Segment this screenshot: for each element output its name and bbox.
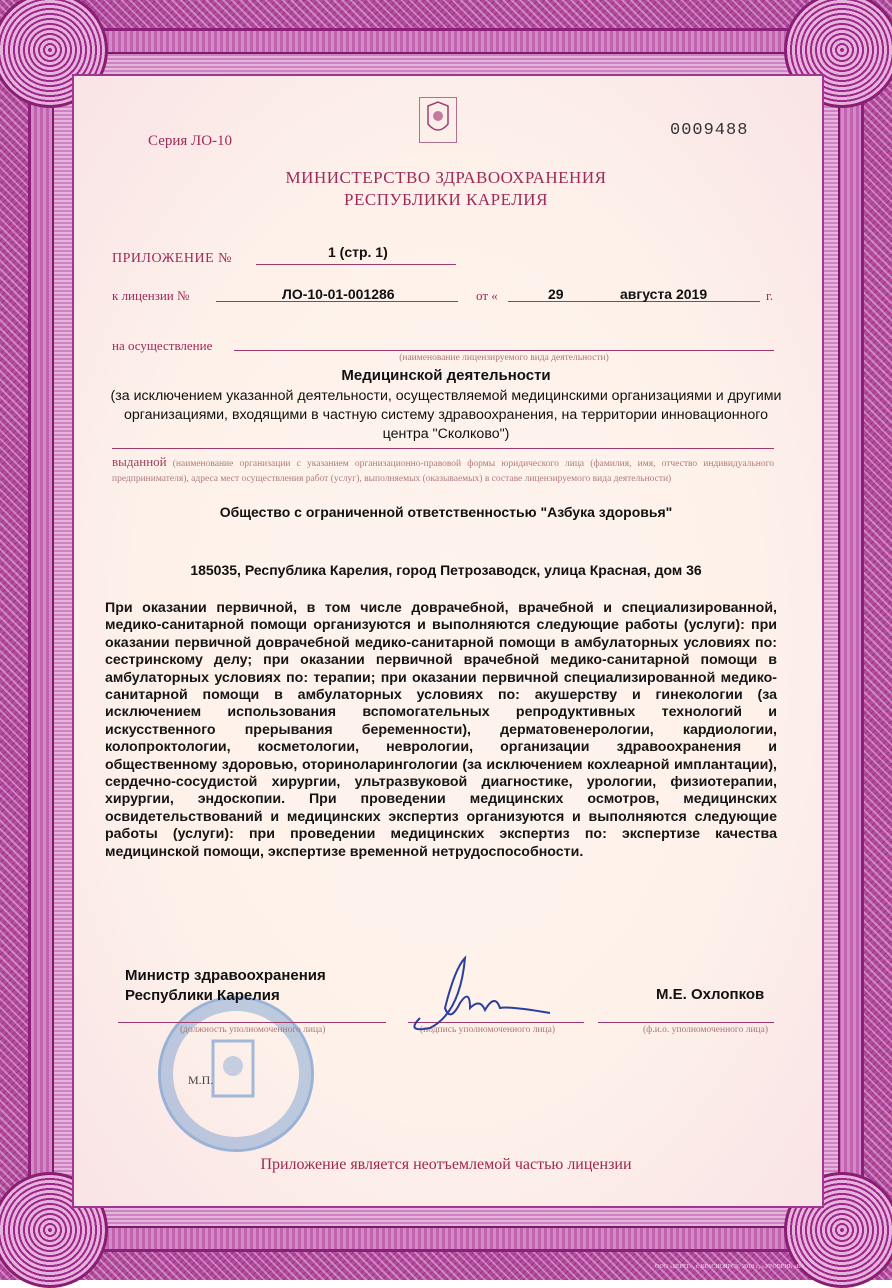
license-number: ЛО-10-01-001286 [282, 286, 395, 302]
caption-name: (ф.и.о. уполномоченного лица) [643, 1025, 769, 1035]
activity-label: на осуществление [112, 338, 213, 353]
caption-signature: (подпись уполномоченного лица) [420, 1025, 556, 1035]
activity-bottom-line [112, 448, 774, 449]
issued-block [112, 454, 774, 487]
license-label: к лицензии № [112, 288, 190, 303]
position-line [118, 1022, 386, 1023]
ministry-title-2: РЕСПУБЛИКИ КАРЕЛИЯ [344, 190, 548, 209]
official-stamp [158, 996, 314, 1152]
year-suffix: г. [766, 288, 774, 303]
activity-details: (за исключением указанной деятельности, осуществляемой медицинскими организациями и другими организациями, входящими в частную систему здравоохранения, на территории инновационного центра "Сколково") [110, 388, 782, 442]
issued-label: выданной [112, 454, 167, 469]
organization-address: 185035, Республика Карелия, город Петрозаводск, улица Красная, дом 36 [190, 562, 702, 578]
activity-line [234, 350, 774, 351]
appendix-label: ПРИЛОЖЕНИЕ № [112, 251, 232, 266]
handwritten-signature [400, 948, 560, 1043]
appendix-line [256, 264, 456, 265]
appendix-note: Приложение является неотъемлемой частью лицензии [260, 1156, 632, 1173]
issued-caption: (наименование организации с указанием организационно-правовой формы юридического лица (фамилия, имя, отчество индивидуального предпринимателя), адреса мест осуществления работ (услуг), выполняемых (оказываемых) в составе лицензируемого вида деятельности) [112, 459, 775, 484]
activity-caption: (наименование лицензируемого вида деятельности) [399, 353, 609, 363]
series-label: Серия ЛО-10 [148, 133, 233, 149]
form-number: 0009488 [670, 121, 749, 140]
printer-info: ООО «БЕРЕГ», г. КРАСНОЯРСК, 2018 г., «УРОВЕНЬ «В» [655, 1264, 804, 1270]
signatory-position [125, 966, 326, 1006]
name-line [598, 1022, 774, 1023]
license-day: 29 [548, 286, 564, 302]
position-line-1: Министр здравоохранения [125, 967, 326, 984]
signatory-name: М.Е. Охлопков [656, 986, 765, 1003]
seal-place-label: М.П. [188, 1073, 214, 1087]
appendix-number: 1 (стр. 1) [328, 244, 388, 260]
organization-name: Общество с ограниченной ответственностью "Азбука здоровья" [219, 504, 673, 520]
license-month-year: августа 2019 [620, 286, 708, 302]
coat-of-arms-icon [419, 97, 457, 143]
licensed-works-text: При оказании первичной, в том числе доврачебной, врачебной и специализированной, медико-санитарной помощи организуются и выполняются следующие работы (услуги): при оказании первичной доврачебной медико-санитарной помощи в амбулаторных условиях по: сестринскому делу; при оказании первичной врачебной медико-санитарной помощи в амбулаторных условиях по: терапии; при оказании первичной специализированной медико-санитарной помощи в амбулаторных условиях по: акушерству и гинекологии (за исключением использования вспомогательных репродуктивных технологий и искусственного прерывания беременности), дерматовенерологии, кардиологии, колопроктологии, косметологии, неврологии, организации здравоохранения и общественному здоровью, оториноларингологии (за исключением кохлеарной имплантации), сердечно-сосудистой хирургии, ультразвуковой диагностике, урологии, физиотерапии, хирургии, эндоскопии. При проведении медицинских осмотров, медицинских освидетельствований и медицинских экспертиз организуются и выполняются следующие работы (услуги): при проведении медицинских экспертиз по: экспертизе качества медицинской помощи, экспертизе временной нетрудоспособности. [105, 600, 777, 860]
ministry-title-1: МИНИСТЕРСТВО ЗДРАВООХРАНЕНИЯ [285, 168, 607, 187]
activity-title: Медицинской деятельности [341, 367, 551, 384]
caption-position: (должность уполномоченного лица) [180, 1025, 326, 1035]
from-label: от « [476, 288, 498, 303]
position-line-2: Республики Карелия [125, 987, 280, 1004]
